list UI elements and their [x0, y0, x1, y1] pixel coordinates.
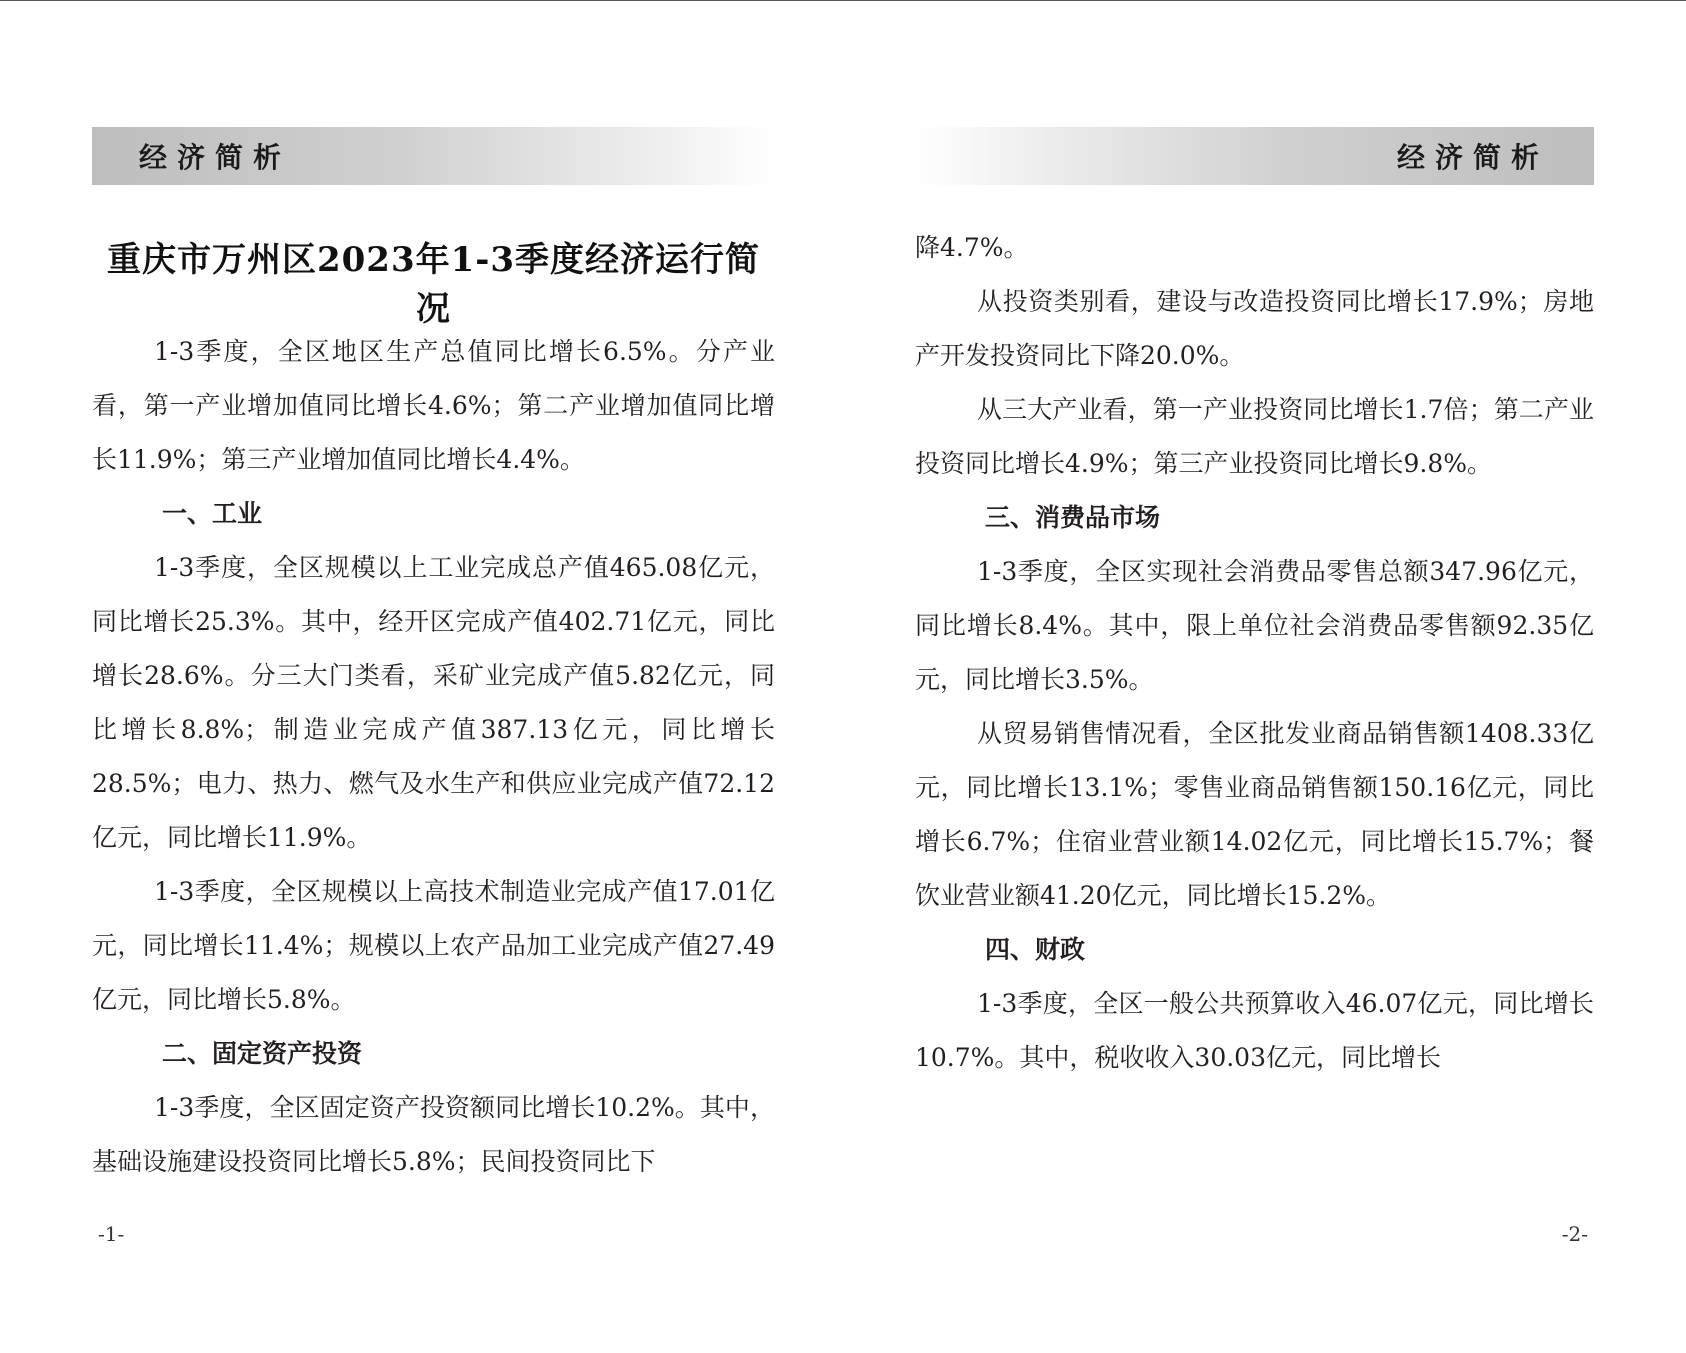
section-heading-consumer-market: 三、消费品市场 [985, 503, 1161, 532]
paragraph-investment-by-type: 从投资类别看，建设与改造投资同比增长17.9%；房地产开发投资同比下降20.0%。 [915, 287, 1594, 370]
page-1 [92, 0, 775, 1353]
page-number: -1- [98, 1222, 125, 1246]
paragraph-investment-by-industry: 从三大产业看，第一产业投资同比增长1.7倍；第二产业投资同比增长4.9%；第三产业投资同比增长9.8%。 [915, 395, 1594, 478]
page-2 [915, 0, 1594, 1353]
section-heading-industry: 一、工业 [162, 499, 263, 528]
paragraph-fixed-asset-investment: 1-3季度，全区固定资产投资额同比增长10.2%。其中，基础设施建设投资同比增长5.8%；民间投资同比下 [92, 1093, 775, 1176]
paragraph-public-budget: 1-3季度，全区一般公共预算收入46.07亿元，同比增长10.7%。其中，税收收入30.03亿元，同比增长 [915, 989, 1594, 1072]
paragraph-gdp-summary: 1-3季度，全区地区生产总值同比增长6.5%。分产业看，第一产业增加值同比增长4.6%；第二产业增加值同比增长11.9%；第三产业增加值同比增长4.4%。 [92, 337, 775, 474]
page-header-bar [915, 127, 1594, 185]
section-header-title: 经济简析 [139, 141, 292, 174]
paragraph-industry-output: 1-3季度，全区规模以上工业完成总产值465.08亿元，同比增长25.3%。其中，经开区完成产值402.71亿元，同比增长28.6%。分三大门类看，采矿业完成产值5.82亿元，同比增长8.8%；制造业完成产值387.13亿元，同比增长28.5%；电力、热力、燃气及水生产和供应业完成产值72.12亿元，同比增长11.9%。 [92, 553, 775, 852]
section-header-title: 经济简析 [1396, 141, 1549, 174]
paragraph-retail-sales: 1-3季度，全区实现社会消费品零售总额347.96亿元，同比增长8.4%。其中，限上单位社会消费品零售额92.35亿元，同比增长3.5%。 [915, 557, 1594, 694]
body-text [915, 221, 1594, 1085]
section-heading-finance: 四、财政 [985, 935, 1086, 964]
body-text [92, 325, 775, 1189]
paragraph-continuation: 降4.7%。 [915, 233, 1029, 262]
section-heading-fixed-asset-investment: 二、固定资产投资 [162, 1039, 363, 1068]
page-header-bar [92, 127, 775, 185]
page-number: -2- [1561, 1222, 1588, 1246]
document-title: 重庆市万州区2023年1-3季度经济运行简况 [106, 240, 761, 329]
paragraph-trade-sales: 从贸易销售情况看，全区批发业商品销售额1408.33亿元，同比增长13.1%；零售业商品销售额150.16亿元，同比增长6.7%；住宿业营业额14.02亿元，同比增长15.7%；餐饮业营业额41.20亿元，同比增长15.2%。 [915, 719, 1594, 910]
paragraph-hightech-manufacturing: 1-3季度，全区规模以上高技术制造业完成产值17.01亿元，同比增长11.4%；规模以上农产品加工业完成产值27.49亿元，同比增长5.8%。 [92, 877, 775, 1014]
